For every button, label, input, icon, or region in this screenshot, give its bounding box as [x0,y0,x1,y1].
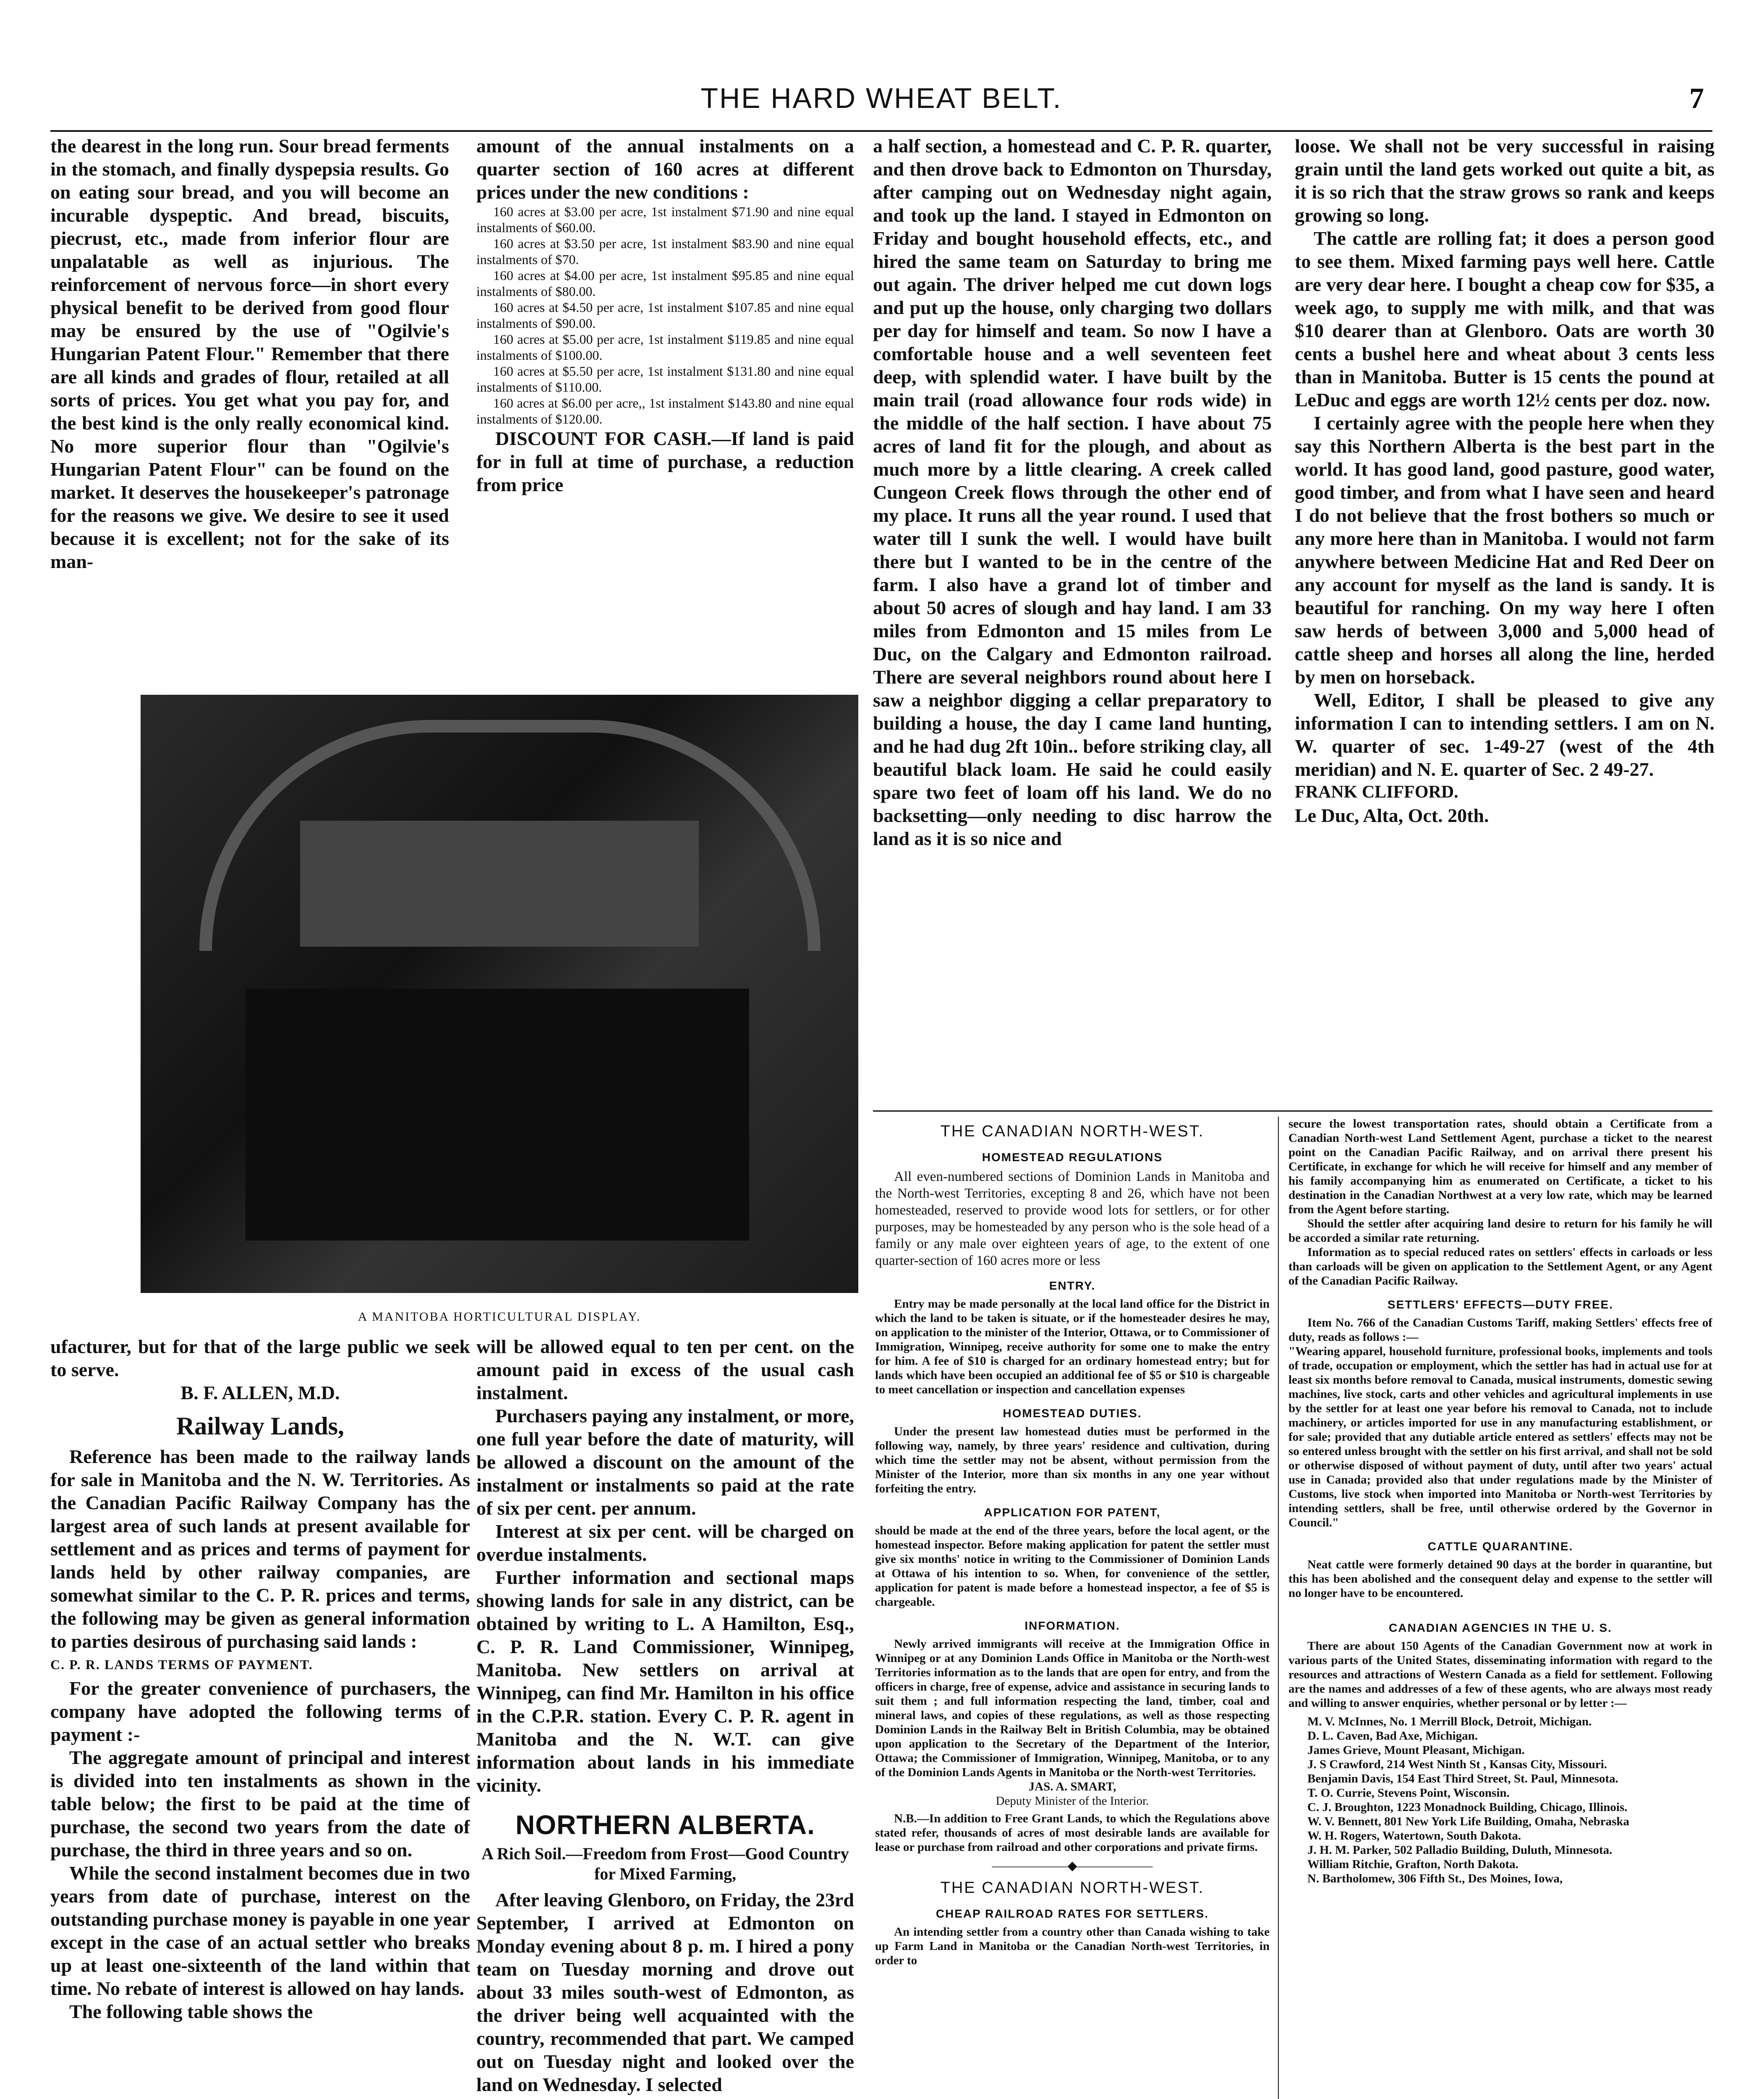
letter-paragraph: loose. We shall not be very successful in raising grain until the land gets worked out quite a bit, as it is so rich that the straw grows so rank and keeps growing so long. [1295,135,1714,226]
flour-article-signature: B. F. ALLEN, M.D. [180,1382,340,1403]
notice-paragraph: Neat cattle were formerly detained 90 days at the border in quarantine, but this has been abolished and the consequent delay and expense to the settler will no longer have to be encountered. [1288,1558,1712,1600]
agent-entry: Benjamin Davis, 154 East Third Street, St. Paul, Minnesota. [1307,1772,1618,1785]
section-title: CATTLE QUARANTINE. [1427,1540,1573,1553]
northern-alberta-heading: NORTHERN ALBERTA. [515,1810,815,1840]
decorative-rule: ——————◆—————— [992,1859,1153,1873]
agent-entry: M. V. McInnes, No. 1 Merrill Block, Detroit, Michigan. [1307,1715,1592,1728]
railway-paragraph: will be allowed equal to ten per cent. on the amount paid in excess of the usual cash instalment. [476,1336,854,1403]
flour-article-end: ufacturer, but for that of the large public we seek to serve. [50,1336,470,1380]
notice-paragraph: secure the lowest transportation rates, should obtain a Certificate from a Canadian North-west Land Settlement Agent, purchase a ticket to the nearest point on the Canadian Pacific Railway, and on arrival there present his Certificate, in exchange for which he will receive for himself and any member of his family accompanying him as enumerated on Certificate, a ticket to his destination in the Canadian Northwest at a very low rate, which may be learned from the Agent before starting. [1288,1117,1712,1216]
photo-caption: A MANITOBA HORTICULTURAL DISPLAY. [358,1310,641,1324]
railway-paragraph: For the greater convenience of purchasers, the company have adopted the following terms of payment :- [50,1678,470,1745]
lot-line: 160 acres at $6.00 per acre,, 1st instalment $143.80 and nine equal instalments of $120.00. [476,395,854,427]
section-title: INFORMATION. [1024,1619,1120,1632]
alberta-letter-text: a half section, a homestead and C. P. R. quarter, and then drove back to Edmonton on Thursday, after camping out on Wednesday night again, and took up the land. I stayed in Edmonton on Friday and bought household effects, etc., and hired the same team on Saturday to bring me out again. The driver helped me cut down logs and put up the house, only charging two dollars per day for himself and team. So now I have a comfortable house and a well seventeen feet deep, with splendid water. I have built by the main trail (road allowance four rods wide) in the middle of the half section. I have about 75 acres of land fit for the plough, and about as much more by a little clearing. A creek called Cungeon Creek flows through the other end of my place. It runs all the year round. I used that water till I sunk the well. I would have built there but I wanted to be in the centre of the farm. I also have a grand lot of timber and about 50 acres of slough and hay land. I am 33 miles from Edmonton and 15 miles from Le Duc, on the Calgary and Edmonton railroad. There are several neighbors round about here I saw a neighbor digging a cellar preparatory to building a house, the day I came land hunting, and he had dug 2ft 10in.. before striking clay, all beautiful black loam. He said he could easily spare two feet of loam off his land. We do no backsetting—only needing to disc harrow the land as it is so nice and [873,135,1272,849]
photo-display-cases [246,989,749,1241]
notice-paragraph: An intending settler from a country other than Canada wishing to take up Farm Land in Manitoba or the Canadian North-west Territories, in order to [875,1925,1270,1967]
lot-line: 160 acres at $5.50 per acre, 1st instalment $131.80 and nine equal instalments of $110.00. [476,364,854,395]
lot-line: 160 acres at $3.00 per acre, 1st instalment $71.90 and nine equal instalments of $60.00. [476,204,854,235]
section-title: HOMESTEAD DUTIES. [1003,1407,1142,1420]
discount-paragraph: DISCOUNT FOR CASH.—If land is paid for in full at time of purchase, a reduction from price [476,428,854,495]
column-2-top [476,134,854,688]
flour-article-text: the dearest in the long run. Sour bread ferments in the stomach, and finally dyspepsia results. Go on eating sour bread, and you will become an incurable dyspeptic. And bread, biscuits, piecrust, etc., made from inferior flour are unpalatable as well as injurious. The reinforcement of nervous force—in short every physical benefit to be derived from good flour may be ensured by the use of "Ogilvie's Hungarian Patent Flour." Remember that there are all kinds and grades of flour, retailed at all sorts of prices. You get what you pay for, and the best kind is the only really economical kind. No more superior flour than "Ogilvie's Hungarian Patent Flour" can be found on the market. It deserves the housekeeper's patronage for the reasons we give. We desire to see it used because it is excellent; not for the sake of its man- [50,135,449,572]
notice-divider [1278,1117,1279,2099]
railway-paragraph: Purchasers paying any instalment, or more, one full year before the date of maturity, will be allowed a discount on the amount of the instalment or instalments so paid at the rate of six per cent. per annum. [476,1405,854,1519]
column-1-lower [50,1335,470,2099]
column-4 [1295,134,1714,1104]
lot-line: 160 acres at $3.50 per acre, 1st instalment $83.90 and nine equal instalments of $70. [476,236,854,267]
alberta-letter-start: After leaving Glenboro, on Friday, the 23rd September, I arrived at Edmonton on Monday evening about 8 p. m. I hired a pony team on Tuesday morning and drove out about 33 miles south-west of Edmonton, as the driver being well acquainted with the country, recommended that part. We camped out on Tuesday night and looked over the land on Wednesday. I selected [476,1889,854,2095]
agent-entry: N. Bartholomew, 306 Fifth St., Des Moines, Iowa, [1307,1872,1563,1885]
notice-paragraph: There are about 150 Agents of the Canadian Government now at work in various parts of the United States, disseminating information with regard to the resources and attractions of Western Canada as a field for settlement. Following are the names and addresses of a few of these agents, who are always most ready and willing to answer enquiries, whether personal or by letter :— [1288,1639,1712,1710]
notice-left-column [875,1117,1270,2099]
instalments-intro: amount of the annual instalments on a quarter section of 160 acres at different prices under the new conditions : [476,135,854,203]
terms-subheading: C. P. R. LANDS TERMS OF PAYMENT. [50,1657,313,1672]
notice-paragraph: should be made at the end of the three years, before the local agent, or the homestead inspector. Before making application for patent the settler must give six months' notice in writing to the Commissioner of Dominion Lands at Ottawa of his intention to so. When, for convenience of the settler, application for patent is made before a homestead inspector, a fee of $5 is chargeable. [875,1524,1270,1609]
railway-paragraph: Interest at six per cent. will be charged on overdue instalments. [476,1521,854,1565]
notice-title: THE CANADIAN NORTH-WEST. [940,1879,1205,1897]
notice-top-rule [873,1110,1712,1112]
letter-paragraph: Well, Editor, I shall be pleased to give any information I can to intending settlers. I am on N. W. quarter of sec. 1-49-27 (west of the 4th meridian) and N. E. quarter of Sec. 2 49-27. [1295,689,1714,780]
agent-entry: W. H. Rogers, Watertown, South Dakota. [1307,1829,1521,1843]
notice-paragraph: Item No. 766 of the Canadian Customs Tariff, making Settlers' effects free of duty, reads as follows :— [1288,1316,1712,1344]
letter-paragraph: I certainly agree with the people here when they say this Northern Alberta is the best part in the world. It has good land, good pasture, good water, good timber, and from what I have seen and heard I do not believe that the frost bothers so much or any more here than in Manitoba. I would not farm anywhere between Medicine Hat and Red Deer on any account for myself as the land is sandy. It is beautiful for ranching. On my way here I often saw herds of between 3,000 and 5,000 head of cattle sheep and horses all along the line, herded by men on horseback. [1295,412,1714,688]
notice-right-column [1288,1117,1712,2099]
agent-entry: T. O. Currie, Stevens Point, Wisconsin. [1307,1786,1510,1800]
agent-entry: J. H. M. Parker, 502 Palladio Building, Duluth, Minnesota. [1307,1843,1612,1857]
railway-paragraph: Reference has been made to the railway lands for sale in Manitoba and the N. W. Territories. As the Canadian Pacific Railway Company has the largest area of such lands at present available for settlement and as prices and terms of payment for lands held by other railway companies, are somewhat similar to the C. P. R. prices and terms, the following may be given as general information to parties desirous of purchasing said lands : [50,1446,470,1652]
letter-dateline: Le Duc, Alta, Oct. 20th. [1295,805,1489,826]
column-3 [873,134,1272,1104]
section-title: CHEAP RAILROAD RATES FOR SETTLERS. [936,1907,1209,1920]
agent-entry: J. S Crawford, 214 West Ninth St , Kansas City, Missouri. [1307,1758,1607,1771]
letter-paragraph: The cattle are rolling fat; it does a person good to see them. Mixed farming pays well here. Cattle are very dear here. I bought a cheap cow for $35, a week ago, to supply me with milk, and that was $10 dearer than at Glenboro. Oats are worth 30 cents a bushel here and wheat about 3 cents less than in Manitoba. Butter is 15 cents the pound at LeDuc and eggs are worth 12½ cents per doz. now. [1295,228,1714,411]
railway-paragraph: Further information and sectional maps showing lands for sale in any district, can be obtained by writing to L. A Hamilton, Esq., C. P. R. Land Commissioner, Winnipeg, Manitoba. New settlers on arrival at Winnipeg, can find Mr. Hamilton in his office in the C.P.R. station. Every C. P. R. agent in Manitoba and the N. W.T. can give information about lands in his immediate vicinity. [476,1567,854,1796]
masthead-title: THE HARD WHEAT BELT. [700,82,1062,114]
notice-paragraph: Entry may be made personally at the local land office for the District in which the land to be taken is situate, or if the homesteader desires he may, on application to the minister of the Interior, Ottawa, or to Commissioner of Immigration, Winnipeg, receive authority for some one to make the entry for him. A fee of $10 is charged for an ordinary homestead entry; but for lands which have been occupied an additional fee of $5 or $10 is chargeable to meet cancellation or inspection and cancellation expenses [875,1297,1270,1396]
agent-entry: W. V. Bennett, 801 New York Life Building, Omaha, Nebraska [1307,1815,1629,1828]
agent-entry: D. L. Caven, Bad Axe, Michigan. [1307,1729,1478,1743]
notice-paragraph: All even-numbered sections of Dominion Lands in Manitoba and the North-west Territories, excepting 8 and 26, which have not been homesteaded, reserved to provide wood lots for settlers, or for other purposes, may be homesteaded by any person who is the sole head of a family or any male over eighteen years of age, to the extent of one quarter-section of 160 acres more or less [875,1169,1270,1268]
railway-paragraph: The following table shows the [69,2001,313,2022]
agent-entry: C. J. Broughton, 1223 Monadnock Building, Chicago, Illinois. [1307,1801,1628,1814]
notice-signer-title: Deputy Minister of the Interior. [996,1794,1149,1808]
section-title: APPLICATION FOR PATENT, [984,1506,1161,1519]
agent-entry: James Grieve, Mount Pleasant, Michigan. [1307,1743,1525,1757]
masthead [50,82,1712,128]
section-title: SETTLERS' EFFECTS—DUTY FREE. [1387,1298,1614,1311]
notice-title: THE CANADIAN NORTH-WEST. [940,1123,1205,1140]
railway-lands-heading: Railway Lands, [176,1412,345,1440]
column-2-lower [476,1335,854,2099]
letter-signature: FRANK CLIFFORD. [1295,783,1458,802]
notice-nb: N.B.—In addition to Free Grant Lands, to which the Regulations above stated refer, thousands of acres of most desirable lands are available for lease or purchase from railroad and other corporations and private firms. [875,1812,1270,1854]
photo-shelf-shape [300,821,699,947]
column-1-top [50,134,449,688]
notice-paragraph: Under the present law homestead duties must be performed in the following way, namely, by three years' residence and cultivation, during which time the settler may not be absent, without permission from the Minister of the Interior, more than six months in any one year without forfeiting the entry. [875,1425,1270,1495]
railway-paragraph: The aggregate amount of principal and interest is divided into ten instalments as shown in the table below; the first to be paid at the time of purchase, the second two years from the date of purchase, the third in three years and so on. [50,1747,470,1861]
masthead-rule [50,130,1712,132]
notice-signer: JAS. A. SMART, [1028,1780,1116,1793]
section-title: ENTRY. [1049,1279,1096,1292]
agent-entry: William Ritchie, Grafton, North Dakota. [1307,1858,1518,1871]
northern-alberta-subheading: A Rich Soil.—Freedom from Frost—Good Country for Mixed Farming, [481,1844,849,1883]
tariff-quote: "Wearing apparel, household furniture, professional books, implements and tools of trade, occupation or employment, which the settler has had in actual use for at least six months before removal to Canada, musical instruments, domestic sewing machines, live stock, carts and other vehicles and agricultural implements in use by the settler for at least one year before his removal to Canada, not to include machinery, or articles imported for use in any manufacturing establishment, or for sale; provided that any dutiable article entered as settlers' effects may not be so entered unless brought with the settler on his first arrival, and shall not be sold or otherwise disposed of without payment of duty, until after two years' actual use in Canada; provided also that under regulations made by the Minister of Customs, live stock when imported into Manitoba or North-west Territories by intending settlers, shall be free, until otherwise ordered by the Governor in Council." [1288,1345,1712,1529]
notice-paragraph: Should the settler after acquiring land desire to return for his family he will be accorded a similar rate returning. [1288,1217,1712,1245]
notice-paragraph: Information as to special reduced rates on settlers' effects in carloads or less than carloads will be given on application to the Settlement Agent, or any Agent of the Canadian Pacific Railway. [1288,1246,1712,1288]
horticultural-display-photo [141,695,858,1293]
lot-line: 160 acres at $4.50 per acre, 1st instalment $107.85 and nine equal instalments of $90.00. [476,300,854,331]
lot-line: 160 acres at $4.00 per acre, 1st instalment $95.85 and nine equal instalments of $80.00. [476,268,854,299]
section-title: HOMESTEAD REGULATIONS [982,1151,1163,1164]
agents-list [1288,1714,1712,1886]
page-number: 7 [1689,82,1704,115]
notice-paragraph: Newly arrived immigrants will receive at the Immigration Office in Winnipeg or at any Dominion Lands Office in Manitoba or the North-west Territories information as to the lands that are open for entry, and from the officers in charge, free of expense, advice and assistance in securing lands to suit them ; and full information respecting the land, timber, coal and mineral laws, and copies of these regulations, as well as those respecting Dominion Lands in the Railway Belt in British Columbia, may be obtained upon application to the Secretary of the Department of the Interior, Ottawa; the Commissioner of Immigration, Winnipeg, Manitoba, or to any of the Dominion Lands Agents in Manitoba or the North-west Territories. [875,1637,1270,1779]
railway-paragraph: While the second instalment becomes due in two years from date of purchase, interest on the outstanding purchase money is payable in one year except in the case of an actual settler who breaks up at least one-sixteenth of the land within that time. No rebate of interest is allowed on hay lands. [50,1862,470,1999]
lot-line: 160 acres at $5.00 per acre, 1st instalment $119.85 and nine equal instalments of $100.00. [476,332,854,363]
section-title: CANADIAN AGENCIES IN THE U. S. [1389,1621,1612,1634]
